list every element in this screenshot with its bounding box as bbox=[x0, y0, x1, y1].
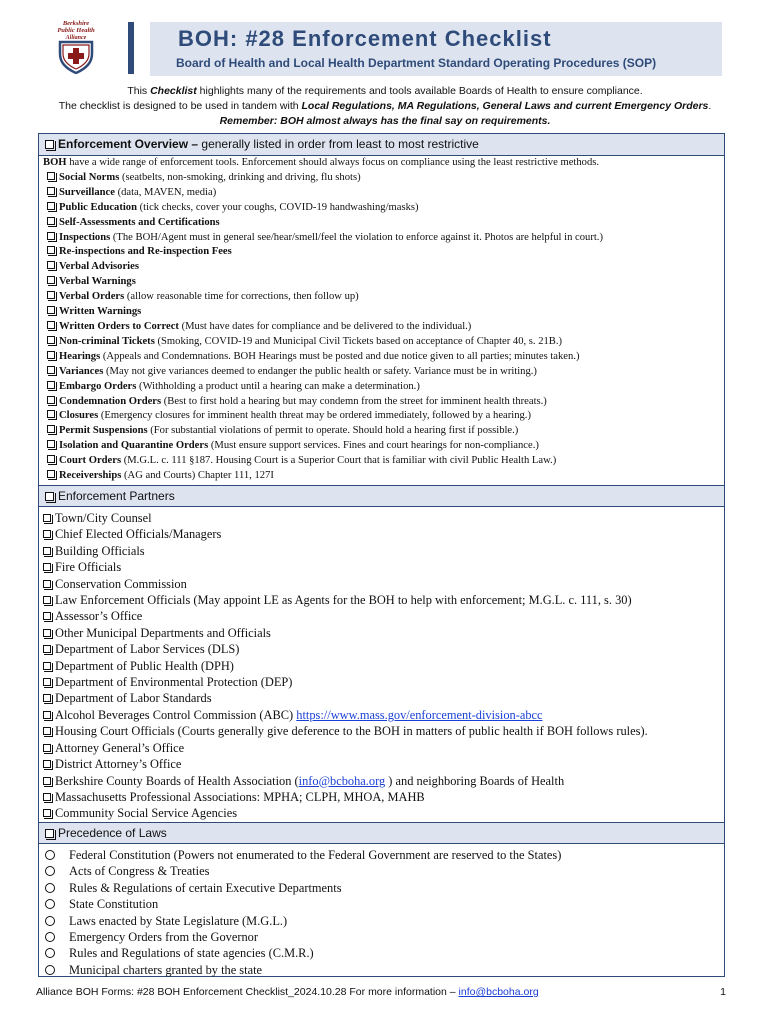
item-bold-label: Inspections bbox=[59, 231, 111, 243]
checkbox-icon[interactable] bbox=[43, 612, 51, 620]
lead-bold: BOH bbox=[43, 157, 67, 168]
checkbox-icon[interactable] bbox=[47, 336, 55, 344]
checkbox-icon[interactable] bbox=[47, 217, 55, 225]
partner-item bbox=[43, 773, 723, 789]
partner-text: District Attorney’s Office bbox=[55, 757, 182, 772]
section-header-precedence-of-laws bbox=[39, 822, 724, 844]
item-detail: (Must have dates for compliance and be delivered to the individual.) bbox=[178, 320, 472, 332]
partner-text: Law Enforcement Officials (May appoint LE as Agents for the BOH to help with enforcement; M.G.L. c. 111, s. 30) bbox=[55, 593, 632, 608]
partner-item bbox=[43, 641, 723, 657]
law-item bbox=[43, 929, 723, 945]
page-header bbox=[0, 0, 770, 82]
item-bold-label: Written Orders to Correct bbox=[59, 320, 179, 332]
item-detail: (Emergency closures for imminent health threat may be ordered immediately, followed by a hearing.) bbox=[98, 410, 531, 422]
partner-item bbox=[43, 674, 723, 690]
checkbox-icon[interactable] bbox=[43, 629, 51, 637]
checklist-item bbox=[43, 216, 723, 231]
footer-text: Alliance BOH Forms: #28 BOH Enforcement Checklist_2024.10.28 For more information – bbox=[36, 986, 459, 998]
checklist-item bbox=[43, 290, 723, 305]
item-detail: (Appeals and Condemnations. BOH Hearings must be posted and due notice given to all parties; minutes taken.) bbox=[100, 350, 580, 362]
item-bold-label: Variances bbox=[59, 365, 104, 377]
intro-line-1 bbox=[0, 84, 770, 99]
checkbox-icon[interactable] bbox=[47, 470, 55, 478]
law-item bbox=[43, 913, 723, 929]
radio-circle-icon[interactable] bbox=[45, 866, 55, 876]
section-header-enforcement-partners bbox=[39, 485, 724, 507]
logo-text-3: Alliance bbox=[65, 35, 87, 41]
checkbox-icon[interactable] bbox=[47, 172, 55, 180]
checklist-item bbox=[43, 380, 723, 395]
item-bold-label: Public Education bbox=[59, 201, 137, 213]
item-detail: (seatbelts, non-smoking, drinking and driving, flu shots) bbox=[119, 171, 361, 183]
checklist-item bbox=[43, 171, 723, 186]
checkbox-icon[interactable] bbox=[43, 809, 51, 817]
checkbox-icon[interactable] bbox=[43, 678, 51, 686]
item-detail: (M.G.L. c. 111 §187. Housing Court is a Superior Court that is familiar with civil Public Health Law.) bbox=[121, 455, 557, 467]
intro-line-3 bbox=[0, 114, 770, 129]
lead-rest: have a wide range of enforcement tools. Enforcement should always focus on compliance using the least restrictive methods. bbox=[66, 157, 600, 168]
partner-text: Attorney General’s Office bbox=[55, 740, 185, 755]
intro-l1-c: highlights many of the requirements and tools available Boards of Health to ensure compliance. bbox=[196, 85, 643, 97]
intro-l3: Remember: BOH almost always has the final say on requirements. bbox=[219, 115, 551, 127]
intro-text bbox=[0, 84, 770, 129]
checkbox-icon[interactable] bbox=[43, 727, 51, 735]
item-bold-label: Court Orders bbox=[59, 455, 122, 467]
footer-email-link[interactable]: info@bcboha.org bbox=[458, 986, 539, 998]
item-bold-label: Re-inspections and Re-inspection Fees bbox=[59, 246, 232, 258]
checklist-item bbox=[43, 469, 723, 484]
checkbox-icon[interactable] bbox=[47, 232, 55, 240]
checkbox-icon[interactable] bbox=[43, 645, 51, 653]
intro-l2-a: The checklist is designed to be used in tandem with bbox=[58, 100, 302, 112]
checkbox-icon[interactable] bbox=[47, 396, 55, 404]
item-bold-label: Condemnation Orders bbox=[59, 395, 162, 407]
enforcement-overview-list bbox=[43, 156, 723, 484]
partner-link[interactable]: https://www.mass.gov/enforcement-division-abcc bbox=[296, 707, 543, 722]
law-item bbox=[43, 863, 723, 879]
item-detail: (tick checks, cover your coughs, COVID-19 handwashing/masks) bbox=[137, 201, 419, 213]
law-text: Rules and Regulations of state agencies (C.M.R.) bbox=[69, 946, 314, 961]
partner-item bbox=[43, 658, 723, 674]
checkbox-icon[interactable] bbox=[43, 694, 51, 702]
partner-text: Alcohol Beverages Control Commission (ABC) bbox=[55, 707, 297, 722]
checkbox-icon[interactable] bbox=[43, 596, 51, 604]
item-detail: (For substantial violations of permit to operate. Should hold a hearing first if possible.) bbox=[147, 425, 519, 437]
item-bold-label: Self-Assessments and Certifications bbox=[59, 216, 220, 228]
page-title: BOH: #28 Enforcement Checklist bbox=[178, 26, 552, 51]
partner-item bbox=[43, 526, 723, 542]
law-item bbox=[43, 847, 723, 863]
radio-circle-icon[interactable] bbox=[45, 948, 55, 958]
law-text: Laws enacted by State Legislature (M.G.L.) bbox=[69, 913, 288, 928]
item-bold-label: Closures bbox=[59, 410, 99, 422]
partner-item bbox=[43, 723, 723, 739]
checkbox-icon[interactable] bbox=[47, 276, 55, 284]
checkbox-icon[interactable] bbox=[43, 580, 51, 588]
checkbox-icon[interactable] bbox=[45, 492, 54, 501]
law-text: Emergency Orders from the Governor bbox=[69, 930, 259, 945]
checkbox-icon[interactable] bbox=[47, 440, 55, 448]
partner-item bbox=[43, 543, 723, 559]
page-subtitle: Board of Health and Local Health Department Standard Operating Procedures (SOP) bbox=[176, 56, 657, 70]
item-bold-label: Isolation and Quarantine Orders bbox=[59, 440, 209, 452]
checkbox-icon[interactable] bbox=[43, 777, 51, 785]
section3-title: Precedence of Laws bbox=[58, 826, 167, 840]
checkbox-icon[interactable] bbox=[47, 366, 55, 374]
partner-text: Conservation Commission bbox=[55, 576, 187, 591]
partner-item bbox=[43, 690, 723, 706]
checkbox-icon[interactable] bbox=[47, 455, 55, 463]
partner-text: Town/City Counsel bbox=[55, 511, 152, 525]
intro-l2-b: Local Regulations, MA Regulations, General Laws and current Emergency Orders bbox=[301, 100, 709, 112]
intro-l1-b: Checklist bbox=[150, 85, 197, 97]
item-bold-label: Social Norms bbox=[59, 171, 120, 183]
checkbox-icon[interactable] bbox=[47, 246, 55, 254]
law-item bbox=[43, 945, 723, 961]
partner-item bbox=[43, 559, 723, 575]
law-item bbox=[43, 896, 723, 912]
checkbox-icon[interactable] bbox=[47, 351, 55, 359]
radio-circle-icon[interactable] bbox=[45, 965, 55, 975]
partner-text: Department of Labor Standards bbox=[55, 691, 212, 706]
checklist-item bbox=[43, 454, 723, 469]
checklist-item bbox=[43, 424, 723, 439]
item-detail: (The BOH/Agent must in general see/hear/smell/feel the violation to enforce against it. Photos are helpful in court.) bbox=[110, 231, 603, 243]
checklist-item bbox=[43, 245, 723, 260]
partner-text: Massachusetts Professional Associations: MPHA; CLPH, MHOA, MAHB bbox=[55, 789, 425, 804]
checklist-frame bbox=[38, 133, 725, 977]
checklist-item bbox=[43, 365, 723, 380]
partner-item bbox=[43, 608, 723, 624]
checkbox-icon[interactable] bbox=[43, 744, 51, 752]
partner-item bbox=[43, 756, 723, 772]
checkbox-icon[interactable] bbox=[43, 514, 51, 522]
item-bold-label: Verbal Warnings bbox=[59, 276, 136, 288]
checklist-item bbox=[43, 350, 723, 365]
radio-circle-icon[interactable] bbox=[45, 932, 55, 942]
item-bold-label: Hearings bbox=[59, 350, 101, 362]
checklist-item bbox=[43, 201, 723, 216]
precedence-of-laws-list bbox=[43, 847, 723, 978]
checkbox-icon[interactable] bbox=[43, 530, 51, 538]
checklist-item bbox=[43, 260, 723, 275]
partner-item bbox=[43, 707, 723, 723]
checklist-item bbox=[43, 439, 723, 454]
partner-text: Chief Elected Officials/Managers bbox=[55, 527, 222, 542]
checklist-item bbox=[43, 320, 723, 335]
item-detail: (allow reasonable time for corrections, then follow up) bbox=[124, 291, 359, 303]
radio-circle-icon[interactable] bbox=[45, 850, 55, 860]
partner-text: Other Municipal Departments and Officials bbox=[55, 625, 271, 640]
checkbox-icon[interactable] bbox=[45, 829, 54, 838]
partner-text-after: ) and neighboring Boards of Health bbox=[385, 773, 565, 788]
checklist-item bbox=[43, 395, 723, 410]
section2-title: Enforcement Partners bbox=[58, 489, 175, 503]
item-detail: (data, MAVEN, media) bbox=[114, 186, 217, 198]
alliance-logo-icon bbox=[48, 18, 104, 74]
partner-link[interactable]: info@bcboha.org bbox=[298, 773, 386, 788]
checklist-item bbox=[43, 305, 723, 320]
partner-item bbox=[43, 805, 723, 821]
item-bold-label: Non-criminal Tickets bbox=[59, 335, 155, 347]
law-item bbox=[43, 880, 723, 896]
section1-title-bold: Enforcement Overview – bbox=[58, 137, 199, 151]
partner-item bbox=[43, 576, 723, 592]
partner-item bbox=[43, 592, 723, 608]
partner-text: Community Social Service Agencies bbox=[55, 806, 238, 821]
item-bold-label: Verbal Advisories bbox=[59, 261, 139, 273]
checkbox-icon[interactable] bbox=[43, 760, 51, 768]
item-detail: (Withholding a product until a hearing can make a determination.) bbox=[136, 380, 420, 392]
checklist-item bbox=[43, 275, 723, 290]
page-number: 1 bbox=[720, 986, 726, 998]
item-detail: (May not give variances deemed to endanger the public health or safety. Variance must be in writing.) bbox=[103, 365, 537, 377]
checkbox-icon[interactable] bbox=[47, 291, 55, 299]
partner-text: Department of Labor Services (DLS) bbox=[55, 642, 240, 657]
partner-text: Department of Environmental Protection (DEP) bbox=[55, 675, 293, 690]
partner-item bbox=[43, 510, 723, 526]
law-text: Rules & Regulations of certain Executive Departments bbox=[69, 880, 342, 895]
enforcement-partners-list bbox=[43, 510, 723, 822]
checkbox-icon[interactable] bbox=[47, 306, 55, 314]
radio-circle-icon[interactable] bbox=[45, 883, 55, 893]
item-bold-label: Verbal Orders bbox=[59, 291, 125, 303]
intro-line-2 bbox=[0, 99, 770, 114]
item-detail: (Must ensure support services. Fines and court hearings for non-compliance.) bbox=[208, 440, 539, 452]
item-bold-label: Written Warnings bbox=[59, 306, 142, 318]
logo-text-1: Berkshire bbox=[62, 20, 90, 27]
item-bold-label: Permit Suspensions bbox=[59, 425, 148, 437]
intro-l2-c: . bbox=[708, 100, 712, 112]
section1-title-rest: generally listed in order from least to most restrictive bbox=[198, 137, 479, 151]
section1-lead bbox=[43, 156, 723, 171]
checkbox-icon[interactable] bbox=[47, 261, 55, 269]
law-text: Federal Constitution (Powers not enumerated to the Federal Government are reserved to the States) bbox=[69, 848, 562, 862]
checkbox-icon[interactable] bbox=[47, 425, 55, 433]
checklist-item bbox=[43, 335, 723, 350]
title-box bbox=[150, 22, 722, 76]
radio-circle-icon[interactable] bbox=[45, 916, 55, 926]
section-header-enforcement-overview bbox=[39, 134, 724, 156]
partner-text: Assessor’s Office bbox=[55, 609, 143, 624]
partner-item bbox=[43, 625, 723, 641]
law-text: State Constitution bbox=[69, 897, 159, 912]
item-detail: (AG and Courts) Chapter 111, 127I bbox=[121, 470, 274, 482]
item-bold-label: Embargo Orders bbox=[59, 380, 137, 392]
checklist-item bbox=[43, 186, 723, 201]
checkbox-icon[interactable] bbox=[47, 187, 55, 195]
checkbox-icon[interactable] bbox=[43, 547, 51, 555]
partner-text: Department of Public Health (DPH) bbox=[55, 658, 234, 673]
checkbox-icon[interactable] bbox=[45, 140, 54, 149]
item-bold-label: Receiverships bbox=[59, 470, 122, 482]
checkbox-icon[interactable] bbox=[43, 662, 51, 670]
checkbox-icon[interactable] bbox=[43, 563, 51, 571]
logo-text-2: Public Health bbox=[57, 27, 95, 34]
item-detail: (Smoking, COVID-19 and Municipal Civil Tickets based on acceptance of Chapter 40, s. 21B.) bbox=[154, 335, 563, 347]
partner-text: Fire Officials bbox=[55, 560, 122, 575]
header-accent-bar bbox=[128, 22, 134, 74]
radio-circle-icon[interactable] bbox=[45, 899, 55, 909]
page-footer bbox=[36, 986, 726, 998]
checkbox-icon[interactable] bbox=[47, 321, 55, 329]
checkbox-icon[interactable] bbox=[47, 381, 55, 389]
law-text: Municipal charters granted by the state bbox=[69, 962, 263, 977]
law-text: Acts of Congress & Treaties bbox=[69, 864, 210, 879]
partner-text: Building Officials bbox=[55, 543, 145, 558]
item-detail: (Best to first hold a hearing but may condemn from the street for imminent health threats.) bbox=[161, 395, 547, 407]
intro-l1-a: This bbox=[127, 85, 151, 97]
checkbox-icon[interactable] bbox=[43, 793, 51, 801]
checkbox-icon[interactable] bbox=[47, 202, 55, 210]
checkbox-icon[interactable] bbox=[43, 711, 51, 719]
law-item bbox=[43, 962, 723, 978]
partner-item bbox=[43, 740, 723, 756]
item-bold-label: Surveillance bbox=[59, 186, 115, 198]
partner-text: Berkshire County Boards of Health Association ( bbox=[55, 773, 299, 788]
partner-item bbox=[43, 789, 723, 805]
checklist-item bbox=[43, 231, 723, 246]
checkbox-icon[interactable] bbox=[47, 410, 55, 418]
checklist-item bbox=[43, 409, 723, 424]
partner-text: Housing Court Officials (Courts generally give deference to the BOH in matters of public health if BOH follows rules). bbox=[55, 724, 648, 739]
